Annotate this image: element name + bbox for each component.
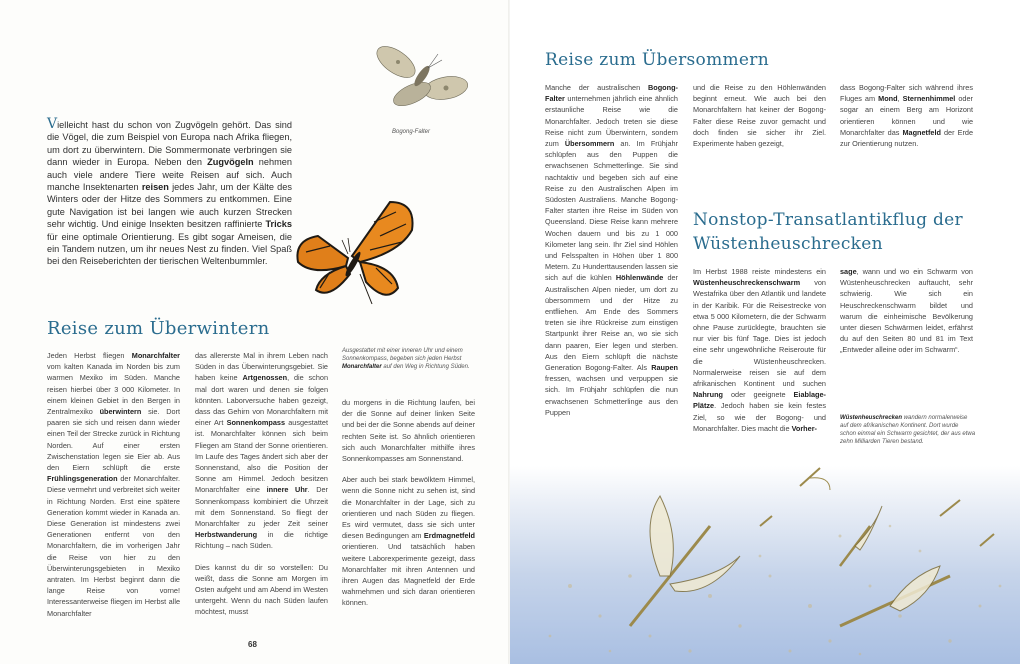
bold-term: Wüstenheuschrecken <box>840 415 903 421</box>
bold-term: Eiablage-Plätze <box>693 390 826 411</box>
right-col2-text: und die Reise zu den Höhlenwänden beginnt erneut. Wie auch bei den Monarchfaltern hat keiner der Bogong-Falter diese Reise zuvor gemacht und doch finden sie sicher ihr Ziel. Experimente haben gezeigt, <box>693 83 826 149</box>
right-col3-text: dass Bogong-Falter sich während ihres Fluges am Mond, Sternenhimmel oder sogar an einem Berg am Horizont orientieren können und wie Monarchfalter das Magnetfeld der Erde zur Orientierung nutzen. <box>840 83 973 149</box>
bold-term: innere Uhr <box>266 485 308 495</box>
left-page <box>0 0 510 664</box>
right-col1-text: Manche der australischen Bogong-Falter unternehmen jährlich eine ähnlich erstaunliche Reise wie die Monarchfalter. Jedoch treten sie diese Reise nicht zum Überwintern, sondern zum Übersommern an. Im Frühjahr schlüpfen aus den Puppen die erwachsenen Schmetterlinge. Sie sind nachtaktiv und begeben sich auf eine Reise zu den Australischen Alpen im Südosten Australiens. Manche Bogong-Falter starten ihre Reise im Süden von Queensland. Diese Reise kann mehrere Wochen dauern und bis zu 1 000 Kilometer lang sein. Ihr Ziel sind Höhlen und Felsspalten in Höhen über 1 800 Metern. Zu Hunderttausenden lassen sie sich auf die kühlen Höhlenwände der Australischen Alpen nieder, um dort zu übersommern und der Hitze zu entfliehen. Am Ende des Sommers treten sie ihre Rückreise zum einstigen Startpunkt ihrer Reise an, wo sie sich dann paaren, Eier legen und sterben. Aus den Eiern schlüpft die nächste Generation Bogong-Falter. Als Raupen fressen, wachsen und verpuppen sie sich. Im Frühjahr schlüpfen die nun erwachsenen Schmetterlinge aus den Puppen <box>545 83 678 417</box>
bold-term: Mond <box>878 94 898 104</box>
right-column-2b <box>693 266 826 444</box>
locust-caption: Wüstenheuschrecken wandern normalerweise auf dem afrikanischen Kontinent. Dort wurde schon einmal ein Schwarm gesichtet, der aus etwa zehn Milliarden Tieren bestand. <box>840 415 976 445</box>
left-column-1 <box>47 350 180 629</box>
locust-swarm-illustration <box>510 466 1020 664</box>
heading-overwintering: Reise zum Überwintern <box>47 318 270 339</box>
bold-term: Artgenossen <box>242 373 288 383</box>
page-number: 68 <box>248 640 257 649</box>
bold-term: Monarchfalter <box>342 364 382 370</box>
bold-term: Raupen <box>651 363 678 373</box>
right-column-3 <box>840 82 973 159</box>
bold-term: Höhlenwände <box>615 273 664 283</box>
left-column-3 <box>342 397 475 619</box>
locust-large-1 <box>630 496 740 626</box>
left-column-2 <box>195 350 328 628</box>
intro-text: ielleicht hast du schon von Zugvögeln gehört. Das sind die Vögel, die zum Beispiel von Europa nach Afrika fliegen, um dort zu überwintern. Die Sommermonate verbringen sie dann wieder in Europa. Neben den Zugvögeln nehmen auch viele andere Tiere weite Reisen auf sich. Auch manche Insektenarten reisen jedes Jahr, um der Kälte des Winters oder der Hitze des Sommers zu entkommen. Eine gute Navigation ist bei langen wie auch kurzen Strecken sehr wichtig. Und einige Insekten besitzen raffinierte Tricks für eine optimale Orientierung. Es gibt sogar Ameisen, die ein Tandem nutzen, um ihr neues Nest zu finden. Viel Spaß bei den Reiseberichten der tierischen Weltenbummler. <box>47 120 292 267</box>
bold-term: überwintern <box>99 407 142 417</box>
left-col3-text-a: du morgens in die Richtung laufen, bei der die Sonne auf deiner linken Seite und bei der die Sonne abends auf deiner rechten Seite ist. So ähnlich orientieren sich auch Monarchfalter mithilfe ihres Sonnenkompasses am Sonnenstand. <box>342 398 475 464</box>
bold-term: Bogong-Falter <box>545 83 678 104</box>
bold-term: Sonnenkompass <box>226 418 285 428</box>
heading-oversummering: Reise zum Übersommern <box>545 50 769 70</box>
left-col3-text-b: Aber auch bei stark bewölktem Himmel, wenn die Sonne nicht zu sehen ist, sind die Monarchfalter in der Lage, sich zu orientieren und nach Süden zu fliegen. Es wird vermutet, dass sie sich unter diesen Bedingungen am Erdmagnetfeld orientieren. Und tatsächlich haben weitere Laborexperimente gezeigt, dass Monarchfalter mit ihren Antennen und ihren Augen das Magnetfeld der Erde wahrnehmen und sich daran orientieren können. <box>342 475 475 608</box>
locust-small <box>760 468 994 546</box>
left-col2-text-a: das allererste Mal in ihrem Leben nach Süden in das Überwinterungsgebiet. Sie haben keine Artgenossen, die schon mal dort waren und denen sie folgen könnten. Laborversuche haben gezeigt, dass das Gehirn von Monarchfaltern mit einer Art Sonnenkompass ausgestattet ist. Monarchfalter können sich beim Fliegen am Stand der Sonne orientieren. Im Laufe des Tages ändert sich aber der Sonnenstand, also die Position der Sonne am Himmel. Jedoch besitzen Monarchfalter eine innere Uhr. Der Sonnenkompass kombiniert die Uhrzeit mit dem Sonnenstand. So fliegt der Monarchfalter zu jeder Zeit seiner Herbstwanderung in die richtige Richtung – nach Süden. <box>195 351 329 551</box>
bold-term: Sternenhimmel <box>902 94 956 104</box>
locust-swarm-svg <box>510 466 1020 664</box>
right-col3b-text: sage, wann und wo ein Schwarm von Wüstenheuschrecken auftaucht, sehr schwierig. Wie sich ein Heuschreckenschwarm bildet und warum die einheimische Bevölkerung unter diesen Schwärmen leidet, erfährst du auf den Seiten 80 und 81 im Text „Entweder alleine oder im Schwarm“. <box>840 267 973 355</box>
right-column-3b <box>840 266 973 366</box>
bold-term: Vorher- <box>791 423 817 433</box>
bold-term: Herbstwanderung <box>195 530 258 540</box>
bold-term: Frühlingsgeneration <box>47 474 118 484</box>
monarch-caption: Ausgestattet mit einer inneren Uhr und einem Sonnenkompass, begeben sich jeden Herbst Monarchfalter auf den Weg in Richtung Süden. <box>342 348 470 370</box>
bold-term: Übersommern <box>564 139 615 149</box>
bold-term: Zugvögeln <box>207 157 254 168</box>
bold-term: Tricks <box>265 219 292 230</box>
bogong-caption: Bogong-Falter <box>392 129 431 135</box>
bold-term: Nahrung <box>693 390 723 400</box>
heading-transatlantic: Nonstop-Transatlantikflug der Wüstenheuschrecken <box>693 210 963 254</box>
right-column-1 <box>545 82 678 428</box>
bold-term: reisen <box>141 182 169 193</box>
right-column-2 <box>693 82 826 159</box>
intro-paragraph <box>47 118 292 268</box>
locust-large-2 <box>840 566 950 626</box>
bogong-moth-illustration <box>368 36 472 122</box>
drop-cap: V <box>47 116 58 132</box>
bold-term: Magnetfeld <box>902 127 941 137</box>
right-page <box>510 0 1020 664</box>
bold-term: Monarchfalter <box>131 351 180 360</box>
left-col2-text-b: Dies kannst du dir so vorstellen: Du weißt, dass die Sonne am Morgen im Osten aufgeht und am Abend im Westen untergeht. Wenn du nach Süden laufen möchtest, musst <box>195 562 328 617</box>
left-col1-text: Jeden Herbst fliegen Monarchfalter vom kalten Kanada im Norden bis zum warmen Mexiko im Süden. Manche reisen hierbei über 3 000 Kilometer. In einem kleinen Gebiet in den Bergen in Zentralmexiko überwintern sie. Dort paaren sie sich und reisen dann wieder einen Teil der Strecke zurück in Richtung Norden. Auf einer ersten Zwischenstation legen sie Eier ab. Aus den Eiern schlüpft die erste Frühlingsgeneration der Monarchfalter. Diese vermehrt und verbreitet sich weiter in Richtung Norden. Erst eine spätere Generation kommt wieder in Kanada an. Diese Generation ist mindestens zwei Generationen entfernt von den Monarchfaltern, die im vorherigen Jahr die Reise von hier zu den Überwinterungsgebieten in Mexiko antraten. Im Herbst beginnt dann die lange Reise von vorne! Interessanterweise fliegen im Herbst alle Monarchfalter <box>47 351 180 618</box>
locust-medium <box>840 506 882 566</box>
monarch-butterfly-illustration <box>290 196 420 312</box>
bold-term: Erdmagnetfeld <box>423 531 475 541</box>
bold-term: Wüstenheuschreckenschwarm <box>693 278 801 288</box>
right-col2b-text: Im Herbst 1988 reiste mindestens ein Wüstenheuschreckenschwarm von Westafrika über den Atlantik und landete in der Karibik. Für die Reisestrecke von etwa 5 000 Kilometern, die der Schwarm ohne Pause zurücklegte, brauchten sie nur vier bis fünf Tage. Dies ist jedoch eine sehr ungewöhnliche Reiseroute für die Wüstenheuschrecken. Normalerweise reisen sie auf dem afrikanischen Kontinent und suchen Nahrung oder geeignete Eiablage-Plätze. Jedoch haben sie kein festes Ziel, so wie der Bogong- und Monarchfalter. Dies macht die Vorher- <box>693 267 826 433</box>
bold-term: sage <box>840 267 857 276</box>
